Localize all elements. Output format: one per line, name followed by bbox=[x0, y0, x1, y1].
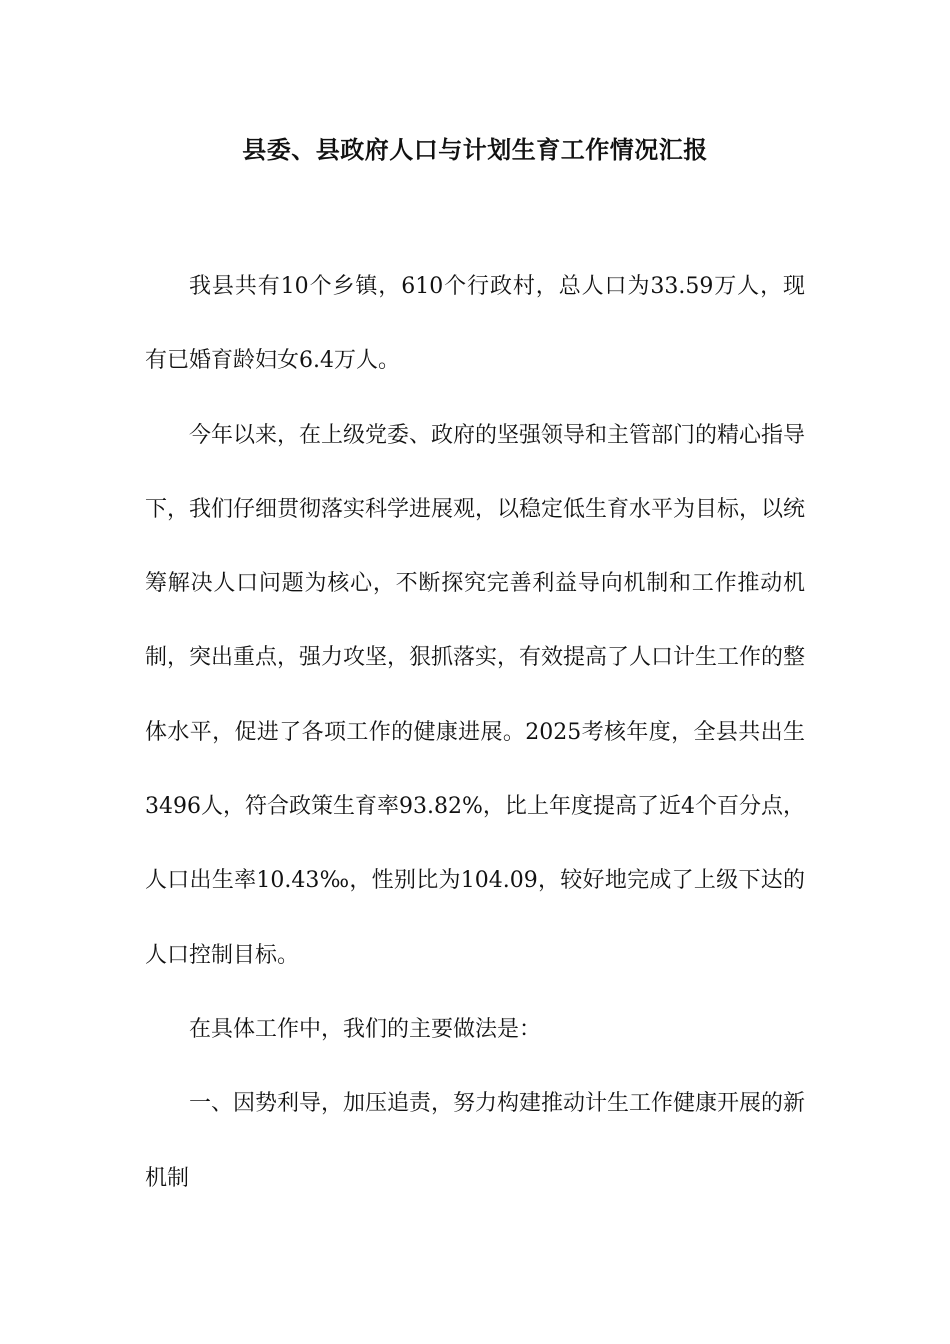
document-title: 县委、县政府人口与计划生育工作情况汇报 bbox=[242, 135, 708, 164]
paragraph-main-practices-intro: 在具体工作中，我们的主要做法是： bbox=[189, 1016, 542, 1042]
section-heading-one: 一、因势利导，加压追责，努力构建推动计生工作健康开展的新机制 bbox=[145, 1091, 806, 1191]
paragraph-population-overview: 我县共有10个乡镇，610个行政村，总人口为33.59万人，现有已婚育龄妇女6.4万人。 bbox=[145, 274, 805, 374]
document-body bbox=[145, 250, 805, 1216]
paragraph-work-summary: 今年以来，在上级党委、政府的坚强领导和主管部门的精心指导下，我们仔细贯彻落实科学进展观，以稳定低生育水平为目标，以统筹解决人口问题为核心，不断探究完善利益导向机制和工作推动机制，突出重点，强力攻坚，狠抓落实，有效提高了人口计生工作的整体水平，促进了各项工作的健康进展。2025考核年度，全县共出生3496人，符合政策生育率93.82%，比上年度提高了近4个百分点，人口出生率10.43‰，性别比为104.09，较好地完成了上级下达的人口控制目标。 bbox=[145, 422, 806, 968]
